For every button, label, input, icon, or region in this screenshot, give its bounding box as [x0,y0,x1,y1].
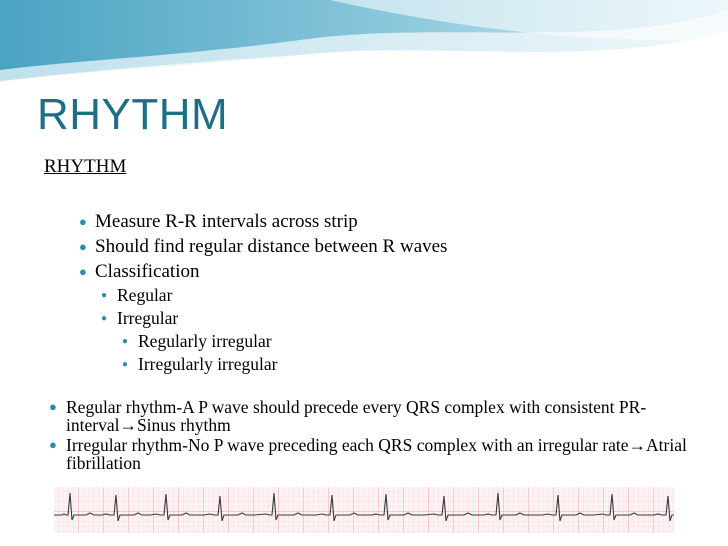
bullet-icon: ● [122,336,129,347]
list-item: ● Irregular rhythm-No P wave preceding each QRS complex with an irregular rate→Atrial fibrillation [49,435,687,473]
slide-title: RHYTHM [37,90,229,139]
bullet-icon: ● [79,264,87,279]
header-wave-banner [0,0,728,95]
list-item: ● Irregular [101,308,179,328]
list-item: ● Irregularly irregular [122,354,278,374]
list-item: ● Regularly irregular [122,331,272,351]
arrow-right-icon: → [628,435,647,455]
arrow-right-icon: → [119,415,137,435]
bullet-icon: ● [79,214,87,229]
bullet-icon: ● [49,437,57,452]
ecg-strip-image [54,487,674,533]
bullet-icon: ● [101,313,108,324]
list-item: ● Regular rhythm-A P wave should precede every QRS complex with consistent PR-interval→Sinus rhythm [49,397,647,435]
bullet-icon: ● [122,359,129,370]
main-bullet-list [78,209,447,284]
slide-subtitle: RHYTHM [44,156,127,177]
bullet-icon: ● [49,399,57,414]
classification-list [99,284,178,330]
rhythm-notes-list [48,398,698,474]
list-item: ● Regular [101,285,173,305]
list-item: ● Should find regular distance between R waves [79,236,448,257]
bullet-icon: ● [101,290,108,301]
list-item: ● Measure R-R intervals across strip [79,211,358,232]
irregular-types-list [120,330,277,376]
bullet-icon: ● [79,239,87,254]
list-item: ● Classification [79,261,200,282]
